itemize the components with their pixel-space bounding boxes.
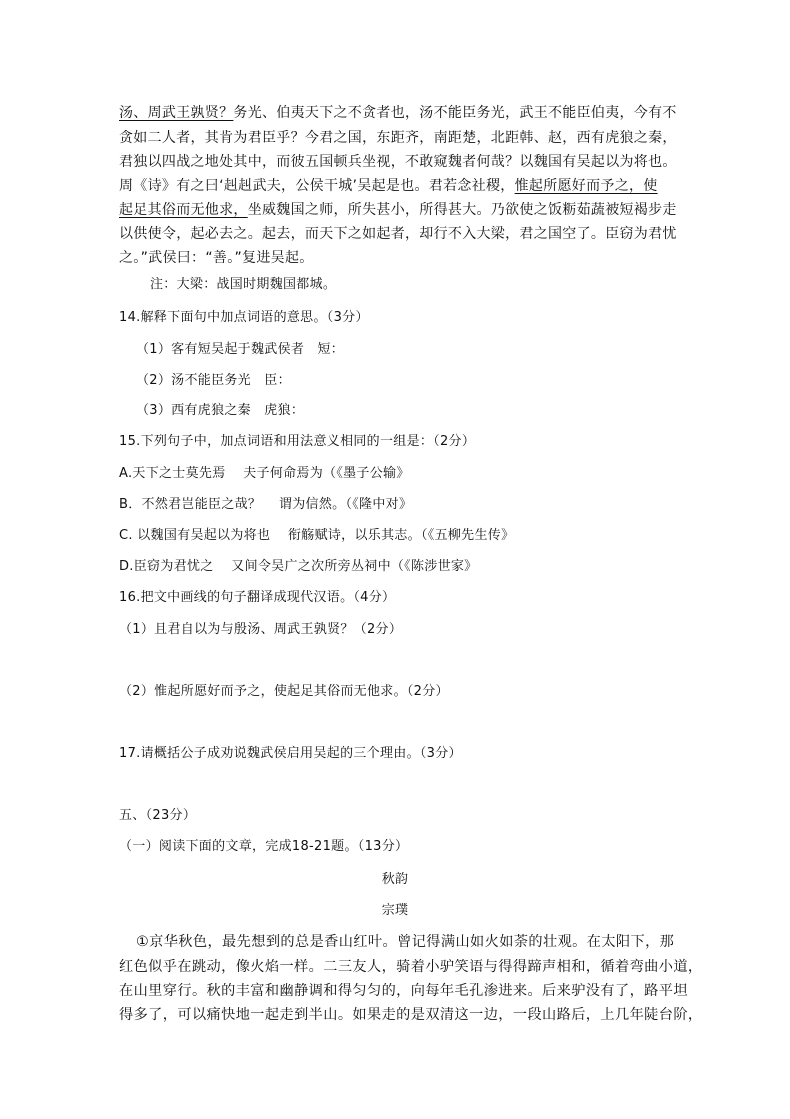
article-author: 宗璞 <box>381 903 409 918</box>
passage-text: 务光、伯夷天下之不贪者也，汤不能臣务光，武王不能臣伯夷，今有不 <box>233 105 677 121</box>
underlined-sentence: 起足其俗而无他求， <box>119 202 248 218</box>
passage-line-4 <box>119 174 658 198</box>
question-17-title: 17.请概括公子成劝说魏武侯启用吴起的三个理由。（3分） <box>119 746 462 761</box>
passage-text: 贪如二人者，其肯为君臣乎？今君之国，东距齐，南距楚，北距韩、赵，西有虎狼之秦， <box>119 130 677 146</box>
passage-line-6 <box>119 222 677 246</box>
question-16-item-1: （1）且君自以为与殷汤、周武王孰贤？（2分） <box>119 622 403 637</box>
passage-text: 君独以四战之地处其中，而彼五国顿兵坐视，不敢窥魏者何哉？以魏国有吴起以为将也。 <box>119 154 677 170</box>
article-paragraph-line-3: 在山里穿行。秋的丰富和幽静调和得匀匀的，向每年毛孔渗进来。后来驴没有了，路平坦 <box>119 983 688 999</box>
question-15-option-a: A.天下之士莫先焉 夫子何命焉为（《墨子公输》 <box>119 466 410 481</box>
passage-line-1 <box>119 101 677 125</box>
question-14-title: 14.解释下面句中加点词语的意思。（3分） <box>119 310 369 325</box>
underlined-sentence: 汤、周武王孰贤？ <box>119 105 234 121</box>
article-paragraph-line-2: 红色似乎在跳动，像火焰一样。二三友人，骑着小驴笑语与得得蹄声相和，循着弯曲小道， <box>119 959 703 975</box>
passage-text: 之。”武侯曰：“善。”复进吴起。 <box>119 250 314 266</box>
passage-line-2 <box>119 126 677 150</box>
section-5-subheading: （一）阅读下面的文章，完成18-21题。（13分） <box>119 839 409 854</box>
question-16-item-2: （2）惟起所愿好而予之，使起足其俗而无他求。（2分） <box>119 684 449 699</box>
article-paragraph-line-4: 得多了，可以痛快地一起走到半山。如果走的是双清这一边，一段山路后，上几年陡台阶， <box>119 1007 703 1023</box>
question-15-title: 15.下列句子中，加点词语和用法意义相同的一组是：（2分） <box>119 434 476 449</box>
question-14-item-1: （1）客有短吴起于魏武侯者 短： <box>136 342 345 357</box>
passage-text: 坐威魏国之师，所失甚小，所得甚大。乃欲使之饭粝茹蔬被短褐步走 <box>247 202 677 218</box>
passage-text: 以供使令，起必去之。起去，而天下之如起者，却行不入大梁，君之国空了。臣窃为君忧 <box>119 226 677 242</box>
article-paragraph-line-1: ①京华秋色，最先想到的总是香山红叶。曾记得满山如火如荼的壮观。在太阳下，那 <box>136 934 675 950</box>
passage-text: 周《诗》有之曰‘赳赳武夫，公侯干城’吴起是也。君若念社稷， <box>119 178 515 194</box>
underlined-sentence: 惟起所愿好而予之，使 <box>514 178 658 194</box>
passage-line-5 <box>119 198 677 222</box>
question-14-item-2: （2）汤不能臣务光 臣： <box>136 373 291 388</box>
passage-note: 注：大梁：战国时期魏国都城。 <box>150 277 337 292</box>
article-title: 秋韵 <box>381 872 409 887</box>
question-15-option-d: D.臣窃为君忧之 又间令吴广之次所旁丛祠中（《陈涉世家》 <box>119 559 478 574</box>
passage-line-7 <box>119 246 314 270</box>
question-16-title: 16.把文中画线的句子翻译成现代汉语。（4分） <box>119 590 396 605</box>
section-5-heading: 五、（23分） <box>119 808 197 823</box>
passage-line-3 <box>119 150 677 174</box>
question-15-option-c: C. 以魏国有吴起以为将也 衔觞赋诗，以乐其志。（《五柳先生传》 <box>119 528 515 543</box>
question-15-option-b: B．不然君岂能臣之哉？ 谓为信然。（《隆中对》 <box>119 497 413 512</box>
question-14-item-3: （3）西有虎狼之秦 虎狼： <box>136 403 305 418</box>
